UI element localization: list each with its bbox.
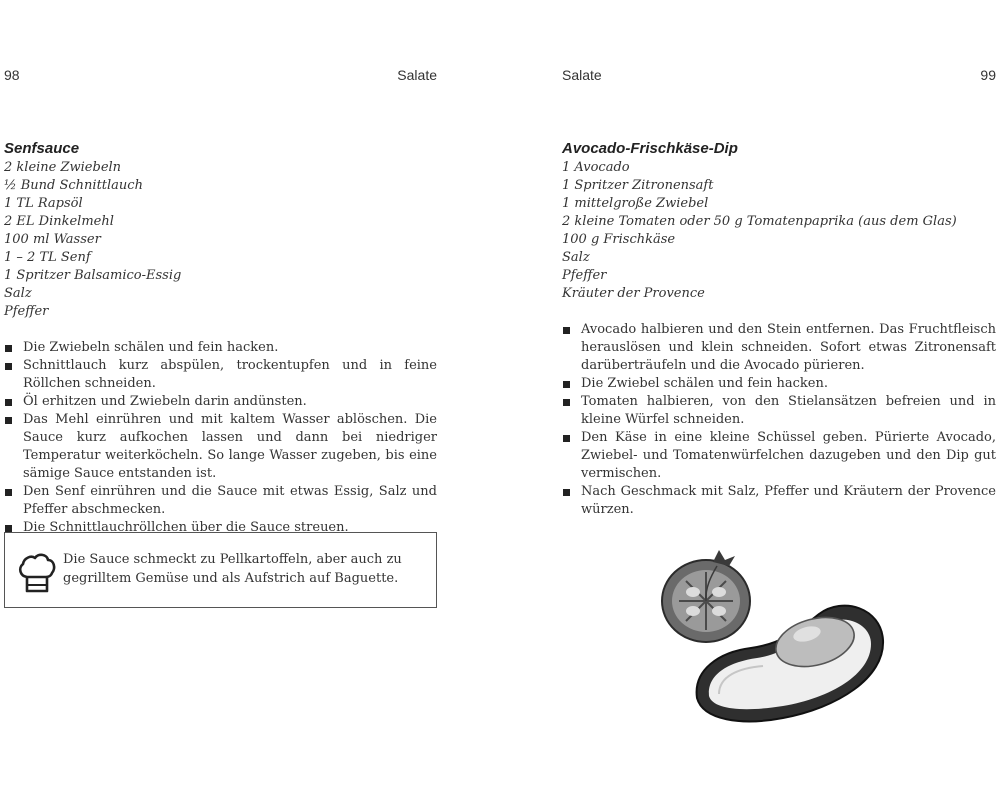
step-item: Den Senf einrühren und die Sauce mit etwas Essig, Salz und Pfeffer abschmecken. bbox=[4, 483, 437, 519]
ingredient-item: Pfeffer bbox=[562, 268, 607, 283]
step-item: Die Zwiebeln schälen und fein hacken. bbox=[4, 339, 437, 357]
ingredient-item: Pfeffer bbox=[4, 304, 49, 319]
ingredient-item: 1 – 2 TL Senf bbox=[4, 250, 91, 265]
ingredient-item: 1 TL Rapsöl bbox=[4, 196, 83, 211]
recipe-title-avocado-dip: Avocado-Frischkäse-Dip bbox=[562, 140, 738, 157]
ingredient-item: Kräuter der Provence bbox=[562, 286, 705, 301]
left-section-header: Salate bbox=[397, 67, 437, 83]
ingredient-list-senfsauce bbox=[4, 159, 437, 321]
tip-box bbox=[4, 532, 437, 608]
right-section-header: Salate bbox=[562, 67, 602, 83]
left-page-number: 98 bbox=[4, 67, 20, 83]
left-recipe bbox=[4, 140, 437, 321]
step-item: Nach Geschmack mit Salz, Pfeffer und Kräutern der Provence würzen. bbox=[562, 483, 996, 519]
step-list-avocado-dip bbox=[562, 321, 996, 519]
step-item: Öl erhitzen und Zwiebeln darin andünsten. bbox=[4, 393, 437, 411]
ingredient-item: Salz bbox=[562, 250, 590, 265]
recipe-title-senfsauce: Senfsauce bbox=[4, 140, 80, 157]
ingredient-item: 1 Spritzer Zitronensaft bbox=[562, 178, 714, 193]
ingredient-item: Salz bbox=[4, 286, 32, 301]
tomato-half-icon bbox=[662, 550, 750, 642]
ingredient-item: 1 Spritzer Balsamico-Essig bbox=[4, 268, 182, 283]
ingredient-item: 1 mittelgroße Zwiebel bbox=[562, 196, 709, 211]
ingredient-item: 2 kleine Tomaten oder 50 g Tomatenpaprika (aus dem Glas) bbox=[562, 214, 957, 229]
ingredient-item: 2 kleine Zwiebeln bbox=[4, 160, 122, 175]
step-item: Schnittlauch kurz abspülen, trockentupfen und in feine Röllchen schneiden. bbox=[4, 357, 437, 393]
tip-text: Die Sauce schmeckt zu Pellkartoffeln, aber auch zu gegrilltem Gemüse und als Aufstrich auf Baguette. bbox=[63, 552, 402, 586]
ingredient-item: ½ Bund Schnittlauch bbox=[4, 178, 143, 193]
chef-hat-icon bbox=[17, 549, 57, 595]
step-item: Den Käse in eine kleine Schüssel geben. Pürierte Avocado, Zwiebel- und Tomatenwürfelchen dazugeben und den Dip gut vermischen. bbox=[562, 429, 996, 483]
step-item: Avocado halbieren und den Stein entfernen. Das Fruchtfleisch herauslösen und klein schneiden. Sofort etwas Zitronensaft darüberträufeln und die Avocado pürieren. bbox=[562, 321, 996, 375]
step-item: Die Schnittlauchröllchen über die Sauce streuen. bbox=[4, 519, 437, 537]
ingredient-item: 1 Avocado bbox=[562, 160, 630, 175]
right-page-number: 99 bbox=[980, 67, 996, 83]
step-list-senfsauce bbox=[4, 339, 437, 537]
ingredient-item: 2 EL Dinkelmehl bbox=[4, 214, 114, 229]
step-item: Tomaten halbieren, von den Stielansätzen befreien und in kleine Würfel schneiden. bbox=[562, 393, 996, 429]
ingredient-item: 100 g Frischkäse bbox=[562, 232, 676, 247]
step-item: Das Mehl einrühren und mit kaltem Wasser ablöschen. Die Sauce kurz aufkochen lassen und dann bei niedriger Temperatur weiterköcheln. So lange Wasser zugeben, bis eine sämige Sauce entstanden ist. bbox=[4, 411, 437, 483]
right-recipe bbox=[562, 140, 996, 303]
ingredient-item: 100 ml Wasser bbox=[4, 232, 101, 247]
ingredient-list-avocado-dip bbox=[562, 159, 996, 303]
step-item: Die Zwiebel schälen und fein hacken. bbox=[562, 375, 996, 393]
tomato-and-avocado-illustration bbox=[655, 548, 895, 724]
